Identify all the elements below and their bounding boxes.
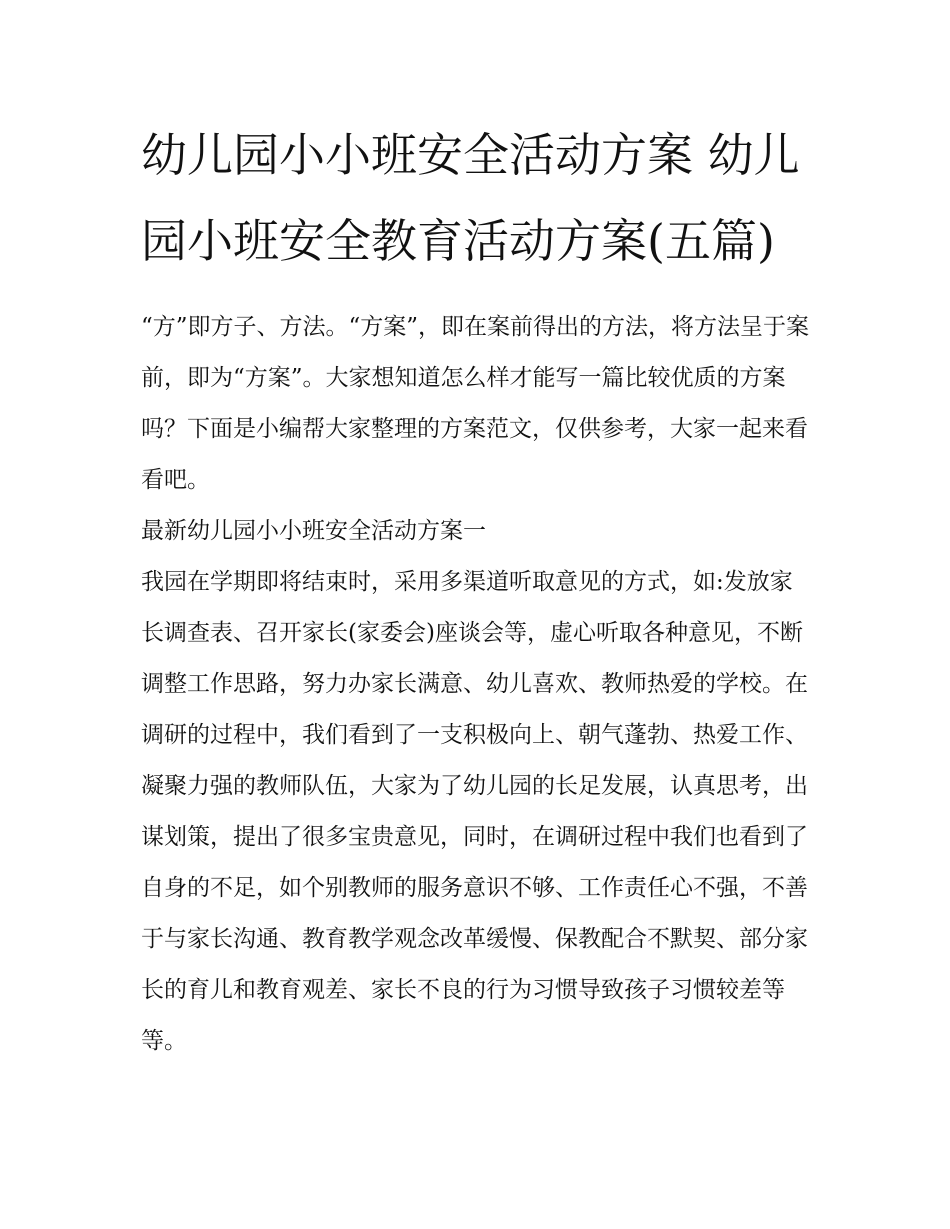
document-content [141, 302, 813, 1067]
document-page [141, 112, 813, 1067]
section-heading: 最新幼儿园小小班安全活动方案一 [141, 518, 486, 544]
document-title: 幼儿园小小班安全活动方案 幼儿园小班安全教育活动方案(五篇) [141, 128, 800, 268]
intro-paragraph: “方”即方子、方法。“方案”，即在案前得出的方法，将方法呈于案前，即为“方案”。大家想知道怎么样才能写一篇比较优质的方案吗？下面是小编帮大家整理的方案范文，仅供参考，大家一起来看看吧。 [141, 314, 810, 493]
body-paragraph: 我园在学期即将结束时，采用多渠道听取意见的方式，如:发放家长调查表、召开家长(家委会)座谈会等，虚心听取各种意见，不断调整工作思路，努力办家长满意、幼儿喜欢、教师热爱的学校。在调研的过程中，我们看到了一支积极向上、朝气蓬勃、热爱工作、凝聚力强的教师队伍，大家为了幼儿园的长足发展，认真思考，出谋划策，提出了很多宝贵意见，同时，在调研过程中我们也看到了自身的不足，如个别教师的服务意识不够、工作责任心不强，不善于与家长沟通、教育教学观念改革缓慢、保教配合不默契、部分家长的育儿和教育观差、家长不良的行为习惯导致孩子习惯较差等等。 [141, 569, 808, 1054]
